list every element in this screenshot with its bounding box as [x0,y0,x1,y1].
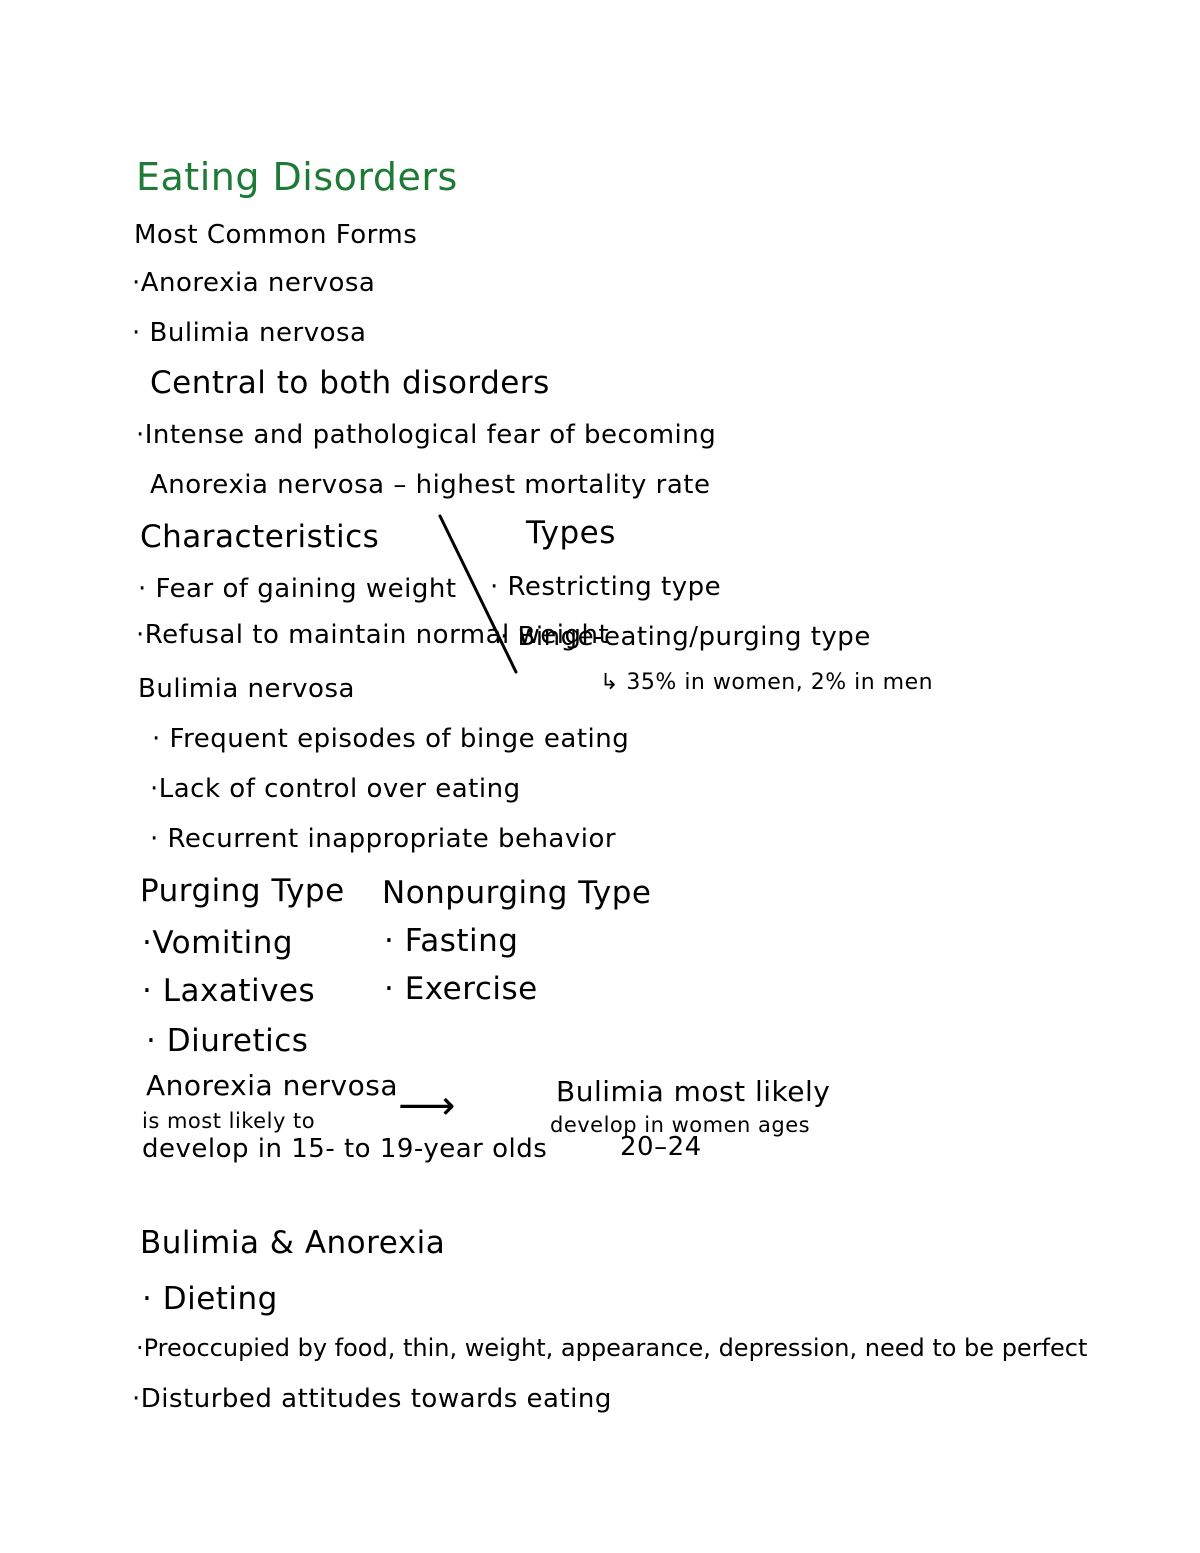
nonpurging-item: · Exercise [384,971,538,1007]
both-heading: Bulimia & Anorexia [140,1225,446,1261]
purging-item: · Laxatives [142,973,316,1009]
bulimia-heading: Bulimia nervosa [138,674,355,704]
both-item: ·Disturbed attitudes towards eating [132,1384,612,1414]
anorexia-age-title: Anorexia nervosa [146,1069,399,1102]
purging-item: ·Vomiting [142,925,294,961]
bulimia-item: · Recurrent inappropriate behavior [150,824,617,854]
anorexia-age-line: develop in 15- to 19-year olds [142,1134,548,1164]
characteristic-item: ·Refusal to maintain normal weight [136,620,610,650]
bulimia-age-line: 20–24 [620,1132,702,1162]
nonpurging-item: · Fasting [384,923,519,959]
characteristic-item: · Fear of gaining weight [138,574,457,604]
bulimia-item: · Frequent episodes of binge eating [152,724,630,754]
bulimia-age-title: Bulimia most likely [556,1075,831,1108]
common-form-item: · Bulimia nervosa [132,318,367,348]
anorexia-age-line: is most likely to [142,1109,316,1133]
common-form-item: ·Anorexia nervosa [132,268,376,298]
anorexia-mortality-note: Anorexia nervosa – highest mortality rate [150,470,711,500]
type-item: · Binge-eating/purging type [500,622,871,652]
type-item: · Restricting type [490,572,722,602]
both-item: · Dieting [142,1281,278,1317]
page-title: Eating Disorders [136,155,458,199]
characteristics-heading: Characteristics [140,519,380,555]
bulimia-item: ·Lack of control over eating [150,774,521,804]
purging-item: · Diuretics [146,1023,309,1059]
right-arrow-icon: ⟶ [398,1083,456,1129]
purging-heading: Purging Type [140,873,345,909]
types-heading: Types [526,515,616,551]
nonpurging-heading: Nonpurging Type [382,875,652,911]
both-item: ·Preoccupied by food, thin, weight, appearance, depression, need to be perfect [136,1334,1088,1362]
bulimia-age-line: develop in women ages [550,1113,811,1137]
central-item: ·Intense and pathological fear of becoming [136,420,717,450]
common-forms-heading: Most Common Forms [134,220,418,250]
types-prevalence-note: ↳ 35% in women, 2% in men [600,670,934,695]
central-heading: Central to both disorders [150,365,550,401]
